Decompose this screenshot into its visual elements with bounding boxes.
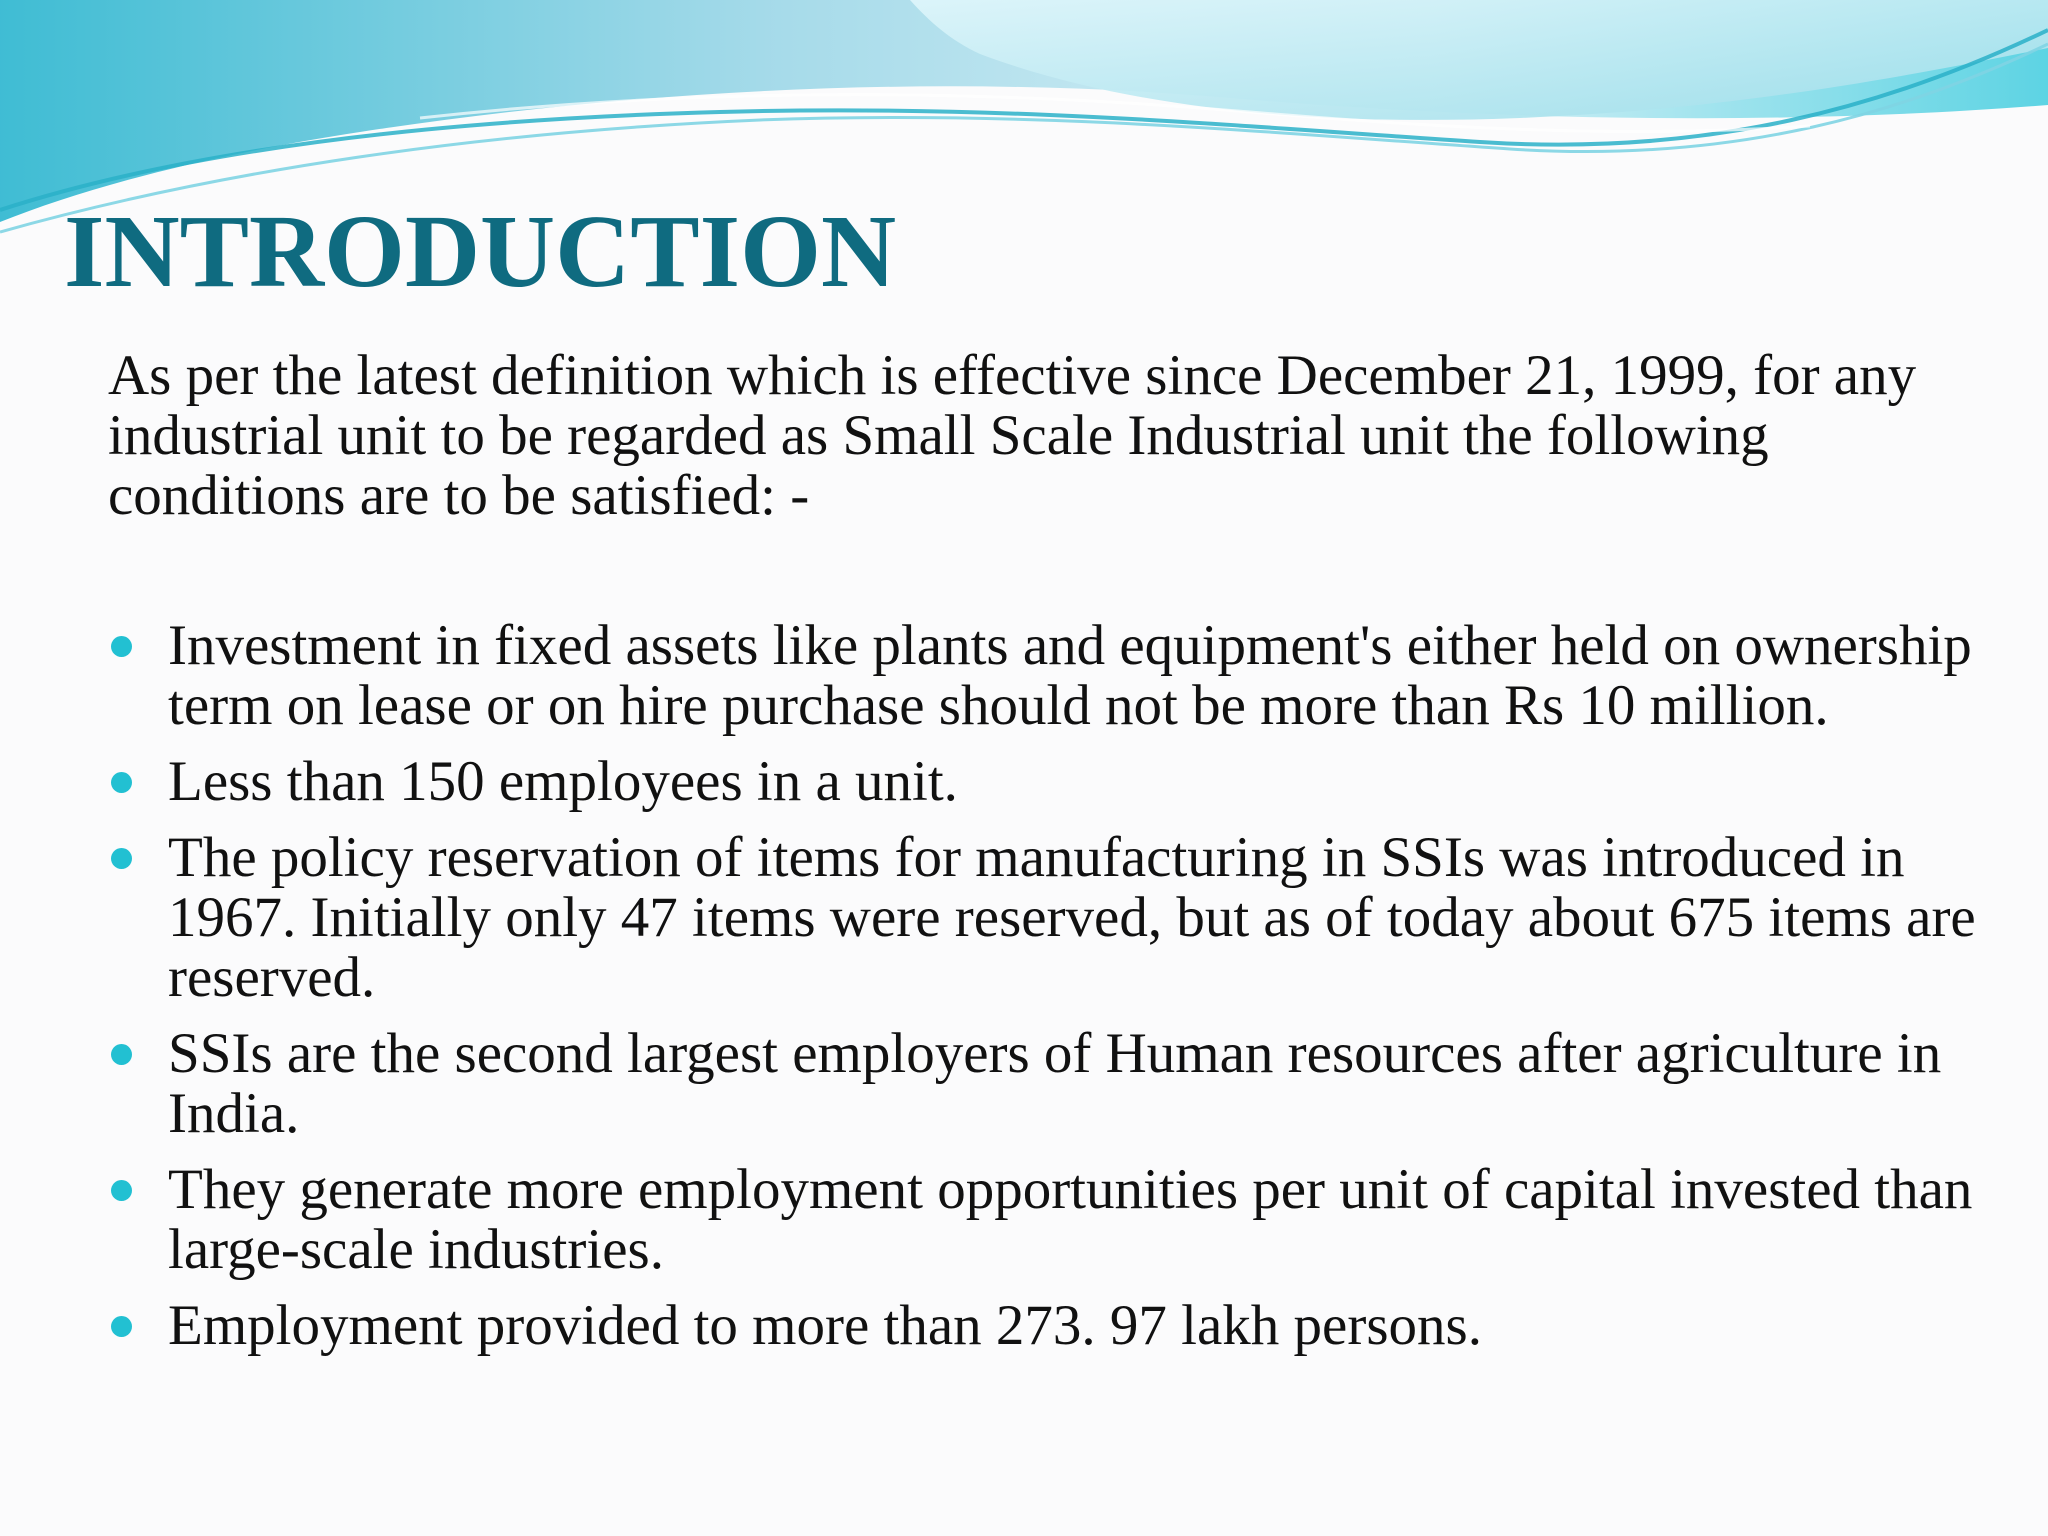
bullet-item-employment-rank (108, 1024, 1988, 1144)
bullet-item-investment-limit (108, 616, 1988, 736)
bullet-item-capital-efficiency (108, 1160, 1988, 1280)
bullet-item-reservation-policy (108, 828, 1988, 1008)
slide-title: INTRODUCTION (64, 194, 897, 309)
bullet-text: SSIs are the second largest employers of Human resources after agriculture in India. (168, 1022, 1942, 1145)
bullet-dot-icon (111, 848, 132, 869)
bullet-dot-icon (111, 1316, 132, 1337)
bullet-dot-icon (111, 1180, 132, 1201)
bullet-list (108, 616, 1988, 1372)
bullet-dot-icon (111, 1044, 132, 1065)
bullet-dot-icon (111, 772, 132, 793)
bullet-text: Employment provided to more than 273. 97 lakh persons. (168, 1294, 1482, 1357)
bullet-text: Less than 150 employees in a unit. (168, 750, 958, 813)
bullet-dot-icon (111, 636, 132, 657)
bullet-item-employment-count (108, 1296, 1988, 1356)
bullet-item-employee-limit (108, 752, 1988, 812)
bullet-text: The policy reservation of items for manufacturing in SSIs was introduced in 1967. Initially only 47 items were reserved, but as of today about 675 items are reserved. (168, 826, 1976, 1009)
bullet-text: They generate more employment opportunities per unit of capital invested than large-scale industries. (168, 1158, 1973, 1281)
intro-paragraph: As per the latest definition which is effective since December 21, 1999, for any industrial unit to be regarded as Small Scale Industrial unit the following conditions are to be satisfied: - (108, 344, 1917, 527)
bullet-text: Investment in fixed assets like plants and equipment's either held on ownership term on lease or on hire purchase should not be more than Rs 10 million. (168, 614, 1972, 737)
